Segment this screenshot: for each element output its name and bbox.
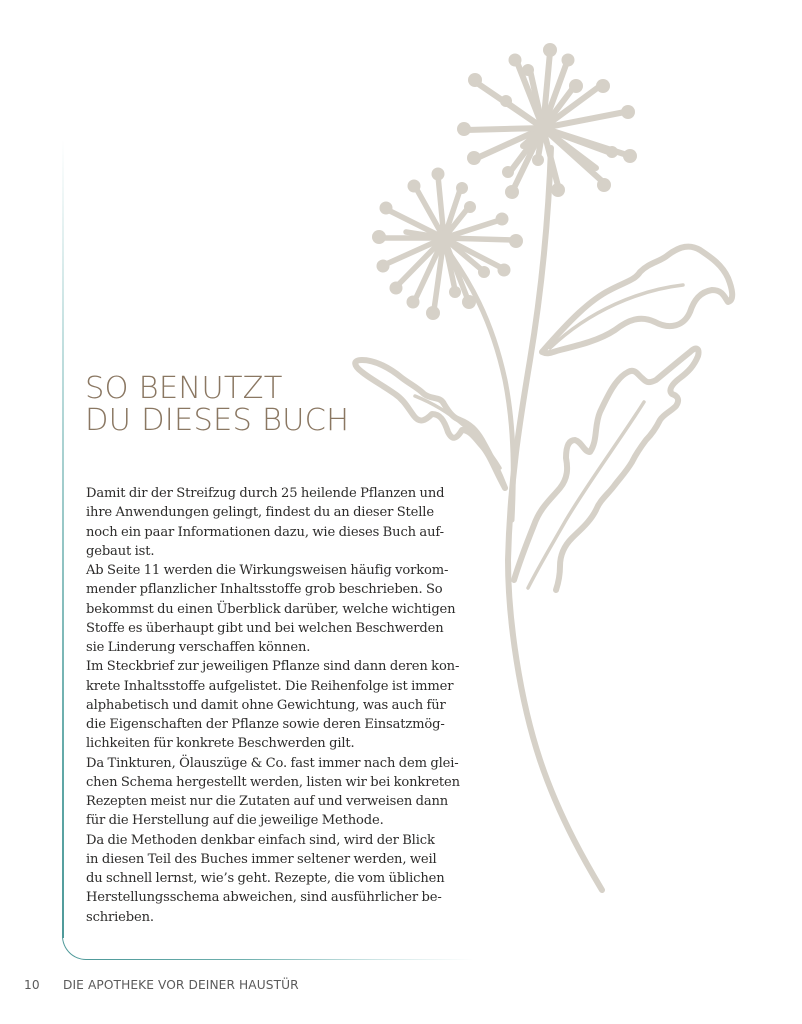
frame-bottom-border <box>89 959 474 961</box>
body-line: schrieben. <box>86 909 154 925</box>
body-line: Damit dir der Streifzug durch 25 heilende Pflanzen und <box>86 486 445 501</box>
page-title <box>85 373 349 437</box>
frame-corner <box>62 928 90 960</box>
body-line: die Eigenschaften der Pflanze sowie deren Einsatzmög- <box>86 717 445 732</box>
body-line: Ab Seite 11 werden die Wirkungsweisen häufig vorkom- <box>86 563 449 578</box>
page-title-line-2: DU DIESES BUCH <box>85 403 350 438</box>
body-line: sie Linderung verschaffen können. <box>86 640 311 655</box>
body-line: Rezepten meist nur die Zutaten auf und verweisen dann <box>86 794 449 809</box>
body-line: gebaut ist. <box>86 543 155 559</box>
body-line: bekommst du einen Überblick darüber, welche wichtigen <box>86 601 456 617</box>
page-footer <box>24 976 299 994</box>
body-line: Herstellungsschema abweichen, sind ausführlicher be- <box>86 890 442 906</box>
body-line: Stoffe es überhaupt gibt und bei welchen Beschwerden <box>86 620 444 636</box>
body-line: ihre Anwendungen gelingt, findest du an dieser Stelle <box>86 505 434 521</box>
page-title-line-1: SO BENUTZT <box>85 371 283 406</box>
body-line: in diesen Teil des Buches immer seltener werden, weil <box>86 851 437 867</box>
body-line: mender pflanzlicher Inhaltsstoffe grob beschrieben. So <box>86 582 443 598</box>
page-number: 10 <box>24 978 40 992</box>
body-line: Da Tinkturen, Ölauszüge & Co. fast immer nach dem glei- <box>86 755 459 771</box>
body-line: krete Inhaltsstoffe aufgelistet. Die Reihenfolge ist immer <box>86 678 454 694</box>
body-paragraphs <box>86 484 486 927</box>
body-line: Im Steckbrief zur jeweiligen Pflanze sind dann deren kon- <box>86 659 460 675</box>
body-line: du schnell lernst, wie’s geht. Rezepte, die vom üblichen <box>86 871 445 886</box>
running-title: DIE APOTHEKE VOR DEINER HAUSTÜR <box>63 978 299 992</box>
body-line: chen Schema hergestellt werden, listen wir bei konkreten <box>86 774 460 790</box>
body-line: alphabetisch und damit ohne Gewichtung, was auch für <box>86 697 446 713</box>
body-line: Da die Methoden denkbar einfach sind, wird der Blick <box>86 832 435 848</box>
body-line: lichkeiten für konkrete Beschwerden gilt. <box>86 736 355 752</box>
body-line: noch ein paar Informationen dazu, wie dieses Buch auf- <box>86 524 444 540</box>
frame-left-border <box>62 140 64 938</box>
body-line: für die Herstellung auf die jeweilige Methode. <box>86 813 384 829</box>
